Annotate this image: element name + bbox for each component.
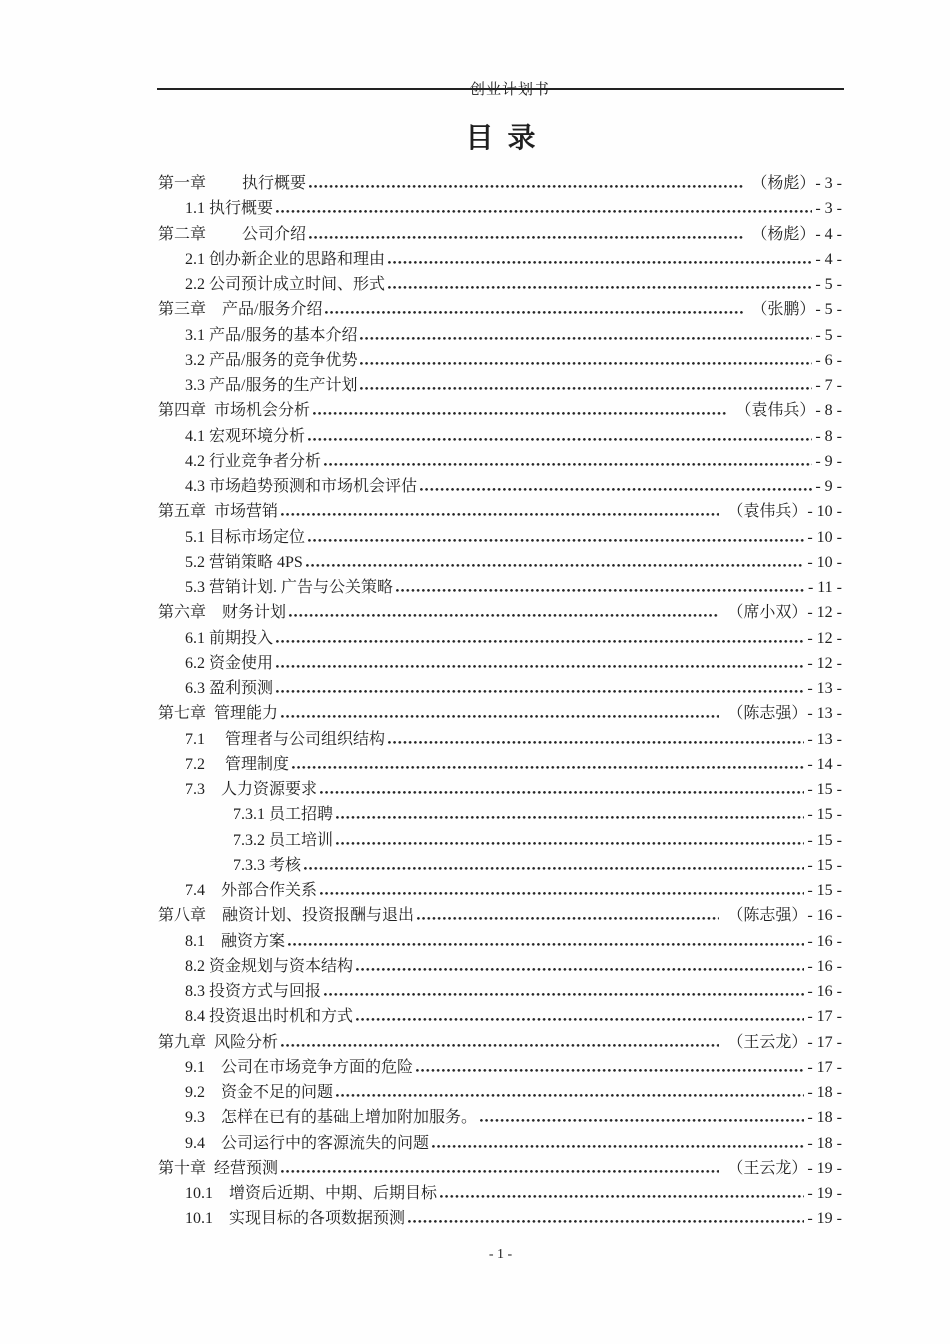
toc-entry-page: - 16 - <box>807 907 842 925</box>
toc-entry <box>158 726 842 751</box>
toc-entry-label: 10.1 增资后近期、中期、后期目标 <box>185 1185 438 1202</box>
toc-page-title: 目 录 <box>465 123 536 154</box>
toc-entry-page: - 19 - <box>807 1185 842 1202</box>
dot-leader <box>356 968 804 971</box>
dot-leader <box>306 564 805 567</box>
dot-leader <box>320 892 804 895</box>
toc-entry <box>158 801 842 826</box>
toc-entry <box>158 599 842 624</box>
dot-leader <box>360 337 812 340</box>
toc-entry-page: - 12 - <box>807 654 842 672</box>
toc-entry-label: 第三章 产品/服务介绍 <box>158 301 323 319</box>
toc-entry <box>158 1104 842 1129</box>
dot-leader <box>388 286 812 289</box>
toc-entry-author: （袁伟兵） <box>735 402 816 420</box>
toc-entry-label: 7.3 人力资源要求 <box>185 781 318 798</box>
toc-entry <box>158 221 842 246</box>
toc-entry-label: 6.3 盈利预测 <box>185 680 274 697</box>
toc-entry <box>158 902 842 927</box>
dot-leader <box>308 438 812 441</box>
dot-leader <box>420 488 812 491</box>
toc-entry-page: - 13 - <box>807 705 842 723</box>
toc-entry-label: 7.3.2 员工培训 <box>233 831 334 849</box>
dot-leader <box>360 362 812 365</box>
toc-entry-label: 2.1 创办新企业的思路和理由 <box>185 250 386 268</box>
dot-leader <box>325 311 743 314</box>
toc-entry-page: - 4 - <box>815 225 842 243</box>
dot-leader <box>309 236 743 239</box>
toc-entry-page: - 3 - <box>815 200 842 218</box>
dot-leader <box>356 1018 804 1021</box>
toc-entry-page: - 15 - <box>807 806 842 824</box>
toc-entry-label: 7.2 管理制度 <box>185 755 290 773</box>
toc-entry-label: 4.1 宏观环境分析 <box>185 427 306 445</box>
toc-entry-author: （陈志强） <box>727 705 808 723</box>
dot-leader <box>281 1170 719 1173</box>
dot-leader <box>408 1220 804 1223</box>
toc-entry-page: - 19 - <box>807 1159 842 1177</box>
toc-entry <box>158 473 842 498</box>
running-header-title: 创业计划书 <box>469 82 550 98</box>
toc-entry-label: 8.3 投资方式与回报 <box>185 983 322 1000</box>
toc-entry-label: 3.2 产品/服务的竞争优势 <box>185 351 358 369</box>
toc-entry <box>158 650 842 675</box>
toc-entry <box>158 625 842 650</box>
toc-entry-author: （席小双） <box>727 604 808 622</box>
toc-entry <box>158 776 842 801</box>
dot-leader <box>336 1094 804 1097</box>
toc-entry-label: 3.3 产品/服务的生产计划 <box>185 377 358 394</box>
toc-entry-page: - 7 - <box>815 377 842 394</box>
dot-leader <box>388 741 804 744</box>
toc-entry-page: - 9 - <box>815 452 842 470</box>
dot-leader <box>320 791 804 794</box>
toc-entry-label: 5.2 营销策略 4PS <box>185 553 303 571</box>
toc-entry-page: - 15 - <box>807 781 842 798</box>
header-rule <box>157 88 844 90</box>
toc-entry-author: （王云龙） <box>727 1159 808 1177</box>
dot-leader <box>292 766 804 769</box>
toc-entry-page: - 10 - <box>807 528 842 546</box>
toc-entry-label: 5.1 目标市场定位 <box>185 528 306 546</box>
toc-entry-label: 8.1 融资方案 <box>185 932 286 950</box>
toc-entry <box>158 700 842 725</box>
toc-entry <box>158 322 842 347</box>
dot-leader <box>416 1069 804 1072</box>
toc-entry-label: 9.1 公司在市场竞争方面的危险 <box>185 1058 414 1076</box>
dot-leader <box>360 387 812 390</box>
toc-entry <box>158 1205 842 1230</box>
toc-entry-label: 10.1 实现目标的各项数据预测 <box>185 1210 406 1228</box>
toc-entry-label: 4.2 行业竞争者分析 <box>185 452 322 470</box>
toc-entry-label: 第二章 公司介绍 <box>158 225 307 243</box>
dot-leader <box>480 1119 804 1122</box>
toc-entry <box>158 827 842 852</box>
toc-list <box>158 170 842 1231</box>
toc-entry-label: 第八章 融资计划、投资报酬与退出 <box>158 907 415 925</box>
toc-entry-label: 6.2 资金使用 <box>185 654 274 672</box>
toc-entry-label: 第九章 风险分析 <box>158 1033 279 1051</box>
dot-leader <box>289 614 719 617</box>
dot-leader <box>432 1145 804 1148</box>
toc-entry <box>158 1130 842 1155</box>
dot-leader <box>313 412 727 415</box>
toc-entry <box>158 271 842 296</box>
toc-entry-page: - 16 - <box>807 932 842 950</box>
toc-entry-label: 第七章 管理能力 <box>158 705 279 723</box>
toc-entry-page: - 10 - <box>807 553 842 571</box>
toc-entry-label: 第一章 执行概要 <box>158 175 307 192</box>
dot-leader <box>324 463 812 466</box>
toc-entry <box>158 852 842 877</box>
toc-entry-page: - 5 - <box>815 301 842 319</box>
toc-entry-page: - 15 - <box>807 856 842 874</box>
dot-leader <box>388 261 812 264</box>
toc-entry <box>158 978 842 1003</box>
toc-entry-page: - 16 - <box>807 957 842 975</box>
toc-entry-page: - 8 - <box>815 402 842 420</box>
dot-leader <box>336 842 804 845</box>
dot-leader <box>276 210 812 213</box>
toc-entry <box>158 397 842 422</box>
toc-entry-label: 3.1 产品/服务的基本介绍 <box>185 326 358 344</box>
toc-entry-page: - 12 - <box>807 604 842 622</box>
toc-entry <box>158 928 842 953</box>
toc-entry-page: - 18 - <box>807 1134 842 1152</box>
dot-leader <box>276 690 804 693</box>
dot-leader <box>336 816 804 819</box>
toc-entry-page: - 13 - <box>807 680 842 697</box>
dot-leader <box>308 539 804 542</box>
toc-entry-author: （王云龙） <box>727 1033 808 1051</box>
toc-entry <box>158 296 842 321</box>
toc-entry <box>158 498 842 523</box>
toc-entry-label: 8.2 资金规划与资本结构 <box>185 957 354 975</box>
toc-entry-page: - 5 - <box>815 276 842 293</box>
toc-entry <box>158 549 842 574</box>
toc-entry-page: - 3 - <box>815 175 842 192</box>
dot-leader <box>281 1044 719 1047</box>
toc-entry-page: - 14 - <box>807 755 842 773</box>
toc-entry-page: - 13 - <box>807 730 842 748</box>
toc-entry <box>158 524 842 549</box>
toc-entry-page: - 17 - <box>807 1033 842 1051</box>
toc-entry <box>158 877 842 902</box>
toc-entry-label: 第十章 经营预测 <box>158 1159 279 1177</box>
toc-entry <box>158 1180 842 1205</box>
toc-entry-page: - 4 - <box>815 250 842 268</box>
toc-entry-page: - 9 - <box>815 478 842 495</box>
toc-entry <box>158 170 842 195</box>
toc-entry-author: （杨彪） <box>751 225 816 243</box>
toc-entry-author: （杨彪） <box>751 175 816 192</box>
toc-entry-page: - 17 - <box>807 1058 842 1076</box>
toc-entry <box>158 675 842 700</box>
dot-leader <box>281 715 719 718</box>
toc-entry-author: （袁伟兵） <box>727 503 808 521</box>
toc-entry-page: - 8 - <box>815 427 842 445</box>
toc-entry <box>158 953 842 978</box>
toc-entry-page: - 5 - <box>815 326 842 344</box>
dot-leader <box>281 513 719 516</box>
toc-entry-label: 9.3 怎样在已有的基础上增加附加服务。 <box>185 1109 478 1127</box>
toc-entry-label: 8.4 投资退出时机和方式 <box>185 1008 354 1026</box>
toc-entry <box>158 347 842 372</box>
toc-entry-label: 7.3.3 考核 <box>233 856 302 874</box>
toc-entry-page: - 17 - <box>807 1008 842 1026</box>
toc-entry-page: - 18 - <box>807 1084 842 1101</box>
toc-entry-page: - 15 - <box>807 882 842 899</box>
toc-entry-page: - 6 - <box>815 351 842 369</box>
toc-entry-label: 7.1 管理者与公司组织结构 <box>185 730 386 748</box>
dot-leader <box>288 943 804 946</box>
toc-entry-label: 9.4 公司运行中的客源流失的问题 <box>185 1134 430 1152</box>
toc-entry-label: 2.2 公司预计成立时间、形式 <box>185 276 386 293</box>
toc-entry <box>158 195 842 220</box>
toc-entry <box>158 448 842 473</box>
toc-entry-author: （陈志强） <box>727 907 808 925</box>
toc-entry-page: - 16 - <box>807 983 842 1000</box>
dot-leader <box>276 665 804 668</box>
toc-entry <box>158 1155 842 1180</box>
toc-entry-author: （张鹏） <box>751 301 816 319</box>
dot-leader <box>324 993 804 996</box>
footer-page-number: - 1 - <box>488 1247 513 1262</box>
toc-entry <box>158 751 842 776</box>
dot-leader <box>304 867 804 870</box>
toc-entry-label: 6.1 前期投入 <box>185 629 274 647</box>
toc-entry-label: 第五章 市场营销 <box>158 503 279 521</box>
dot-leader <box>440 1195 804 1198</box>
toc-entry-label: 1.1 执行概要 <box>185 200 274 218</box>
toc-entry-label: 4.3 市场趋势预测和市场机会评估 <box>185 478 418 495</box>
toc-entry-page: - 10 - <box>807 503 842 521</box>
toc-entry <box>158 1079 842 1104</box>
dot-leader <box>309 185 743 188</box>
toc-entry <box>158 574 842 599</box>
toc-entry-label: 7.3.1 员工招聘 <box>233 806 334 824</box>
toc-entry-page: - 12 - <box>807 629 842 647</box>
toc-entry <box>158 423 842 448</box>
toc-entry-page: - 19 - <box>807 1210 842 1228</box>
toc-entry-page: - 15 - <box>807 831 842 849</box>
toc-entry-label: 第四章 市场机会分析 <box>158 402 311 420</box>
toc-entry-label: 9.2 资金不足的问题 <box>185 1084 334 1101</box>
dot-leader <box>276 640 804 643</box>
toc-entry-page: - 11 - <box>807 579 842 596</box>
toc-entry <box>158 246 842 271</box>
toc-entry <box>158 1054 842 1079</box>
toc-entry-page: - 18 - <box>807 1109 842 1127</box>
dot-leader <box>417 917 719 920</box>
toc-entry <box>158 372 842 397</box>
toc-entry-label: 第六章 财务计划 <box>158 604 287 622</box>
toc-entry <box>158 1029 842 1054</box>
toc-entry-label: 7.4 外部合作关系 <box>185 882 318 899</box>
toc-entry <box>158 1003 842 1028</box>
toc-entry-label: 5.3 营销计划. 广告与公关策略 <box>185 579 394 596</box>
dot-leader <box>396 589 805 592</box>
